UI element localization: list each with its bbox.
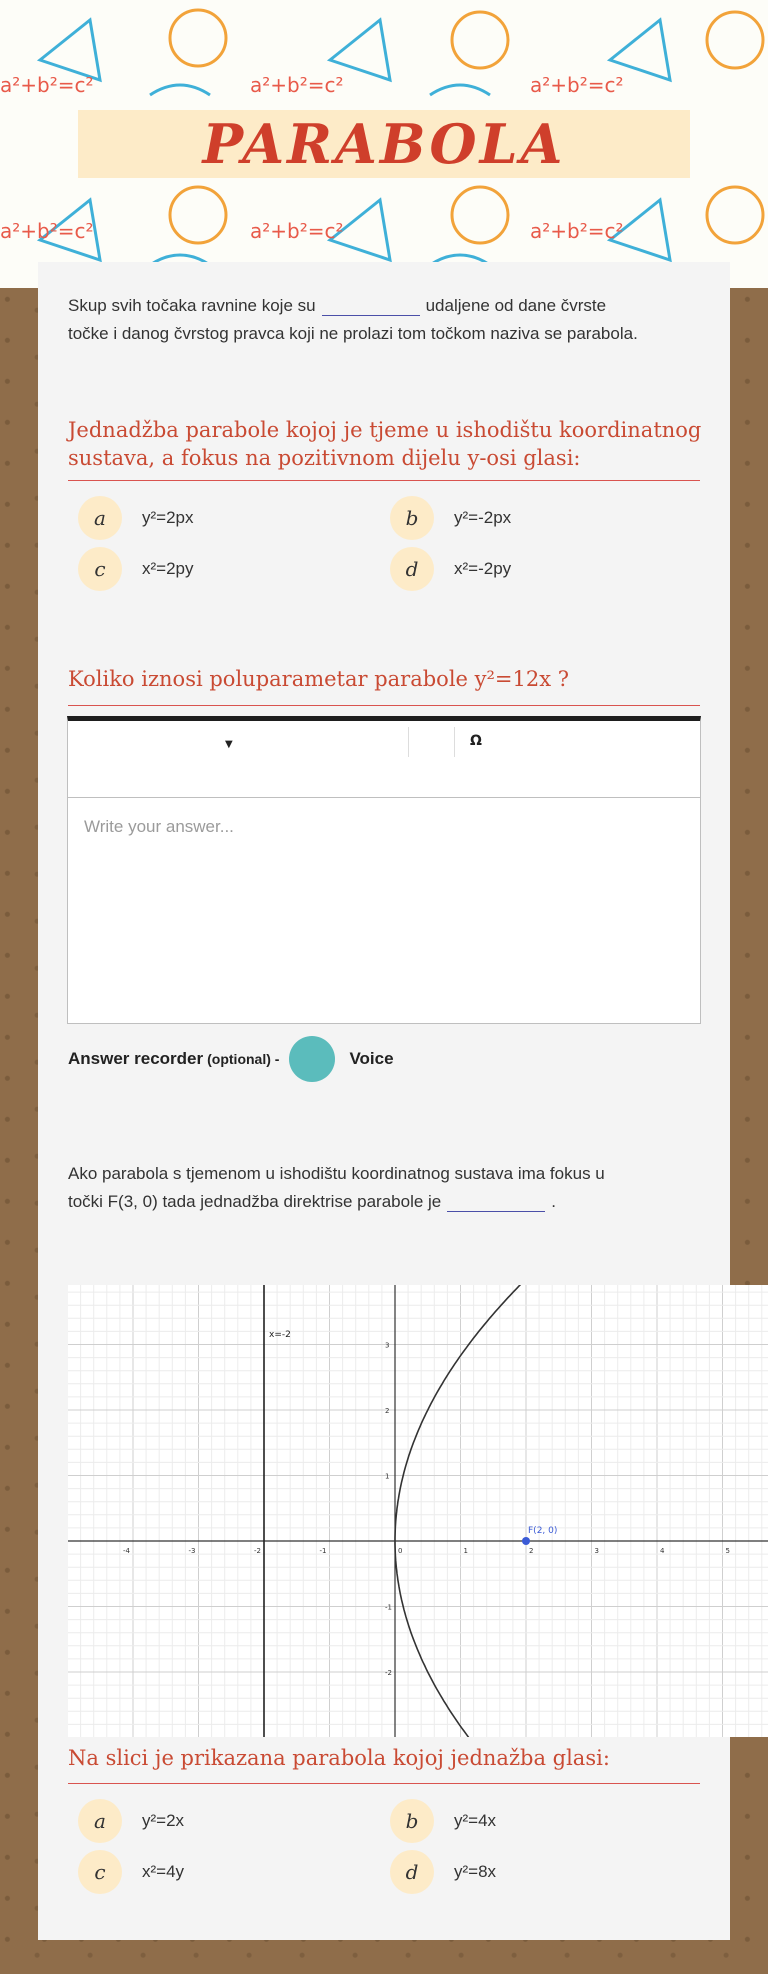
toolbar-divider (454, 727, 455, 757)
toolbar-divider (408, 727, 409, 757)
formula-text: a²+b²=c² (250, 73, 344, 97)
formula-text: a²+b²=c² (0, 219, 94, 243)
directrix-label: x=-2 (269, 1330, 291, 1340)
record-voice-button[interactable] (289, 1036, 335, 1082)
option-letter: b (390, 1799, 434, 1843)
special-characters-button[interactable]: Ω (470, 733, 482, 749)
option-letter: a (78, 496, 122, 540)
x-tick-label: -3 (188, 1547, 196, 1555)
option-letter: d (390, 547, 434, 591)
y-tick-label: 3 (385, 1341, 390, 1350)
x-tick-label: -1 (319, 1547, 327, 1555)
q1-option-d[interactable] (390, 547, 511, 591)
question-3 (68, 1160, 708, 1216)
question-divider (68, 1783, 700, 1784)
voice-label: Voice (349, 1049, 394, 1068)
question-text: sustava, a fokus na pozitivnom dijelu y-osi glasi: (68, 446, 581, 470)
answer-recorder (68, 1036, 394, 1082)
option-text: y²=8x (454, 1862, 497, 1881)
q1-option-c[interactable] (78, 547, 194, 591)
option-letter: d (390, 1850, 434, 1894)
intro-paragraph (68, 292, 708, 348)
option-text: x²=2py (142, 559, 194, 578)
y-tick-label: -2 (385, 1669, 392, 1677)
formula-text: a²+b²=c² (530, 219, 624, 243)
focus-label: F(2, 0) (528, 1526, 558, 1536)
x-tick-label: 2 (529, 1547, 534, 1555)
q4-option-a[interactable] (78, 1799, 184, 1843)
option-text: y²=2x (142, 1811, 185, 1830)
x-tick-label: 1 (463, 1547, 468, 1555)
intro-blank-input[interactable] (322, 297, 420, 316)
option-text: y²=2px (142, 508, 194, 527)
header-banner (0, 0, 768, 288)
intro-text: točke i danog čvrstog pravca koji ne prolazi tom točkom naziva se parabola. (68, 324, 638, 343)
question-divider (68, 705, 700, 706)
option-text: y²=4x (454, 1811, 497, 1830)
question-4: Na slici je prikazana parabola kojoj jednažba glasi: (68, 1746, 610, 1770)
answer-input[interactable]: Write your answer... (84, 817, 234, 836)
formula-text: a²+b²=c² (250, 219, 344, 243)
question-text: . (551, 1192, 556, 1211)
x-tick-label: 0 (398, 1547, 403, 1555)
q4-option-b[interactable] (390, 1799, 496, 1843)
intro-text: udaljene od dane čvrste (425, 296, 607, 315)
x-tick-label: 5 (725, 1547, 730, 1555)
intro-text: Skup svih točaka ravnine koje su (68, 296, 316, 315)
q1-option-b[interactable] (390, 496, 511, 540)
q4-option-d[interactable] (390, 1850, 496, 1894)
question-text: Jednadžba parabole kojoj je tjeme u ishodištu koordinatnog (68, 418, 702, 442)
option-letter: a (78, 1799, 122, 1843)
question-text: točki F(3, 0) tada jednadžba direktrise parabole je (68, 1192, 442, 1211)
parabola-graph (68, 1285, 768, 1737)
q3-blank-input[interactable] (447, 1193, 545, 1212)
question-1 (68, 416, 708, 472)
option-letter: b (390, 496, 434, 540)
recorder-optional-label: (optional) - (207, 1051, 280, 1067)
title-band (78, 110, 690, 178)
question-2: Koliko iznosi poluparametar parabole y²=12x ? (68, 667, 570, 691)
x-tick-label: 3 (594, 1547, 599, 1555)
option-letter: c (78, 547, 122, 591)
graph-canvas (68, 1285, 768, 1737)
question-text: Ako parabola s tjemenom u ishodištu koordinatnog sustava ima fokus u (68, 1164, 605, 1183)
option-text: y²=-2px (454, 508, 512, 527)
option-text: x²=-2py (454, 559, 512, 578)
formula-text: a²+b²=c² (530, 73, 624, 97)
option-letter: c (78, 1850, 122, 1894)
focus-point (522, 1537, 530, 1545)
q4-option-c[interactable] (78, 1850, 184, 1894)
y-tick-label: 1 (385, 1472, 390, 1481)
formula-text: a²+b²=c² (0, 73, 94, 97)
recorder-label: Answer recorder (68, 1049, 204, 1068)
q1-option-a[interactable] (78, 496, 194, 540)
option-text: x²=4y (142, 1862, 185, 1881)
x-tick-label: -4 (123, 1547, 130, 1555)
question-divider (68, 480, 700, 481)
page-title: PARABOLA (202, 112, 566, 176)
chevron-down-icon[interactable]: ▼ (225, 739, 233, 750)
x-tick-label: 4 (660, 1547, 665, 1555)
y-tick-label: 2 (385, 1407, 390, 1415)
editor-toolbar (68, 721, 700, 798)
x-tick-label: -2 (254, 1547, 261, 1555)
answer-editor[interactable] (67, 716, 701, 1024)
y-tick-label: -1 (385, 1603, 392, 1612)
